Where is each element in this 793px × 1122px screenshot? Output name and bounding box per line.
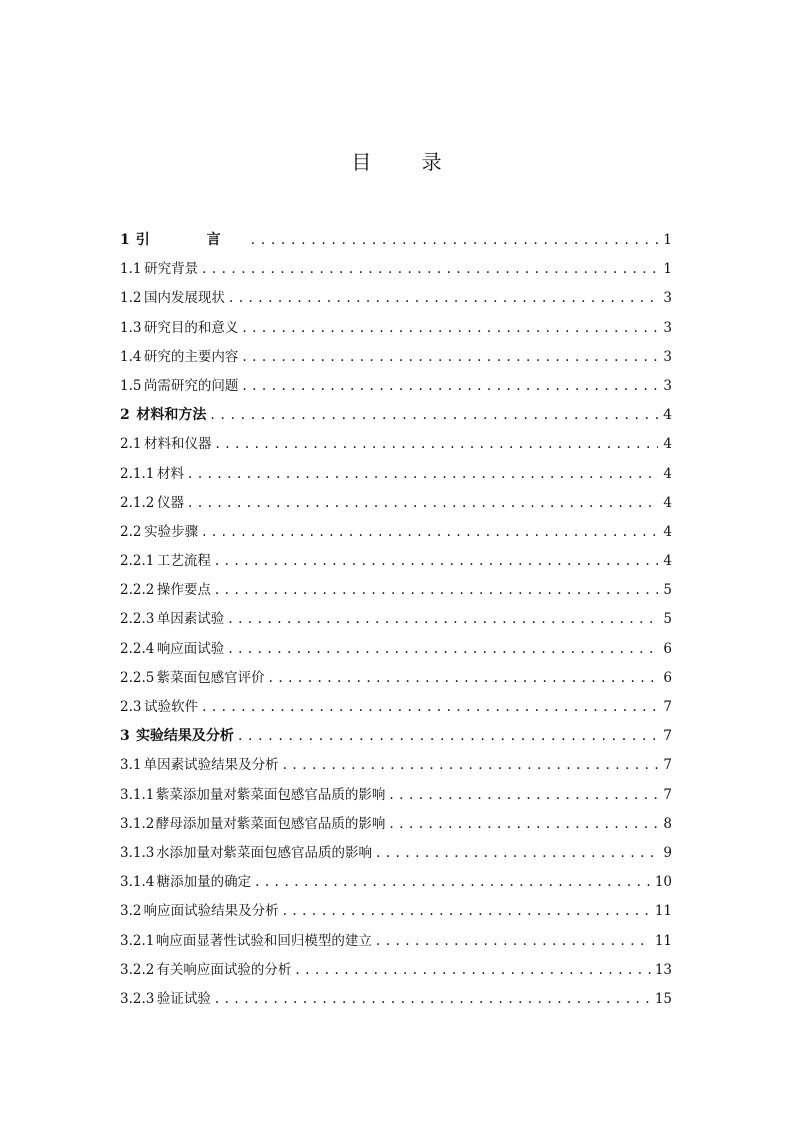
toc-entry-page-number: 4 [663,494,672,511]
table-of-contents [120,226,672,1014]
toc-entry-number: 3.2 [120,903,142,920]
toc-entry[interactable] [120,314,672,343]
toc-entry-label: 尚需研究的问题 [143,377,239,394]
dot-leader [202,693,658,722]
toc-entry-page-number: 13 [654,961,672,978]
toc-entry-number: 1.3 [120,319,142,336]
toc-entry[interactable] [120,839,672,868]
toc-entry-page-number: 4 [663,436,672,453]
toc-entry[interactable] [120,751,672,780]
toc-entry[interactable] [120,605,672,634]
toc-entry[interactable] [120,489,672,518]
toc-entry-number: 2.2.2 [120,582,155,599]
toc-entry-number: 3.1.1 [120,786,155,803]
toc-entry[interactable] [120,401,672,430]
toc-entry-number: 2.2.4 [120,640,155,657]
toc-entry-page-number: 10 [654,874,672,891]
toc-entry-number: 1.2 [120,290,142,307]
toc-entry-label: 材料和仪器 [144,436,212,453]
toc-entry-number: 2.2.5 [120,669,155,686]
toc-entry-label: 有关响应面试验的分析 [156,961,292,978]
toc-entry-label: 操作要点 [156,582,211,599]
toc-entry[interactable] [120,284,672,313]
toc-entry-number: 2.2.1 [120,553,155,570]
toc-entry-page-number: 4 [663,465,672,482]
toc-entry-page-number: 7 [663,699,672,715]
toc-entry-page-number: 4 [663,407,672,424]
toc-entry-label: 研究目的和意义 [143,319,239,336]
dot-leader [215,576,658,605]
dot-leader [283,897,651,926]
dot-leader [283,751,658,780]
toc-entry-page-number: 8 [663,815,672,832]
toc-entry-number: 1 [120,232,130,248]
toc-entry-label: 仪器 [157,494,185,511]
toc-entry[interactable] [120,956,672,985]
toc-entry[interactable] [120,460,672,489]
toc-entry[interactable] [120,430,672,459]
toc-entry-number: 3.2.3 [120,990,155,1007]
toc-entry-number: 1.4 [120,348,142,365]
toc-entry-label: 材料和方法 [136,407,207,424]
toc-entry[interactable] [120,547,672,576]
toc-entry[interactable] [120,576,672,605]
dot-leader [215,985,651,1014]
dot-leader [228,605,658,634]
dot-leader [376,839,658,868]
toc-entry[interactable] [120,927,672,956]
toc-entry-page-number: 4 [663,523,672,540]
toc-entry-page-number: 1 [663,261,672,278]
toc-entry-page-number: 11 [654,932,672,949]
toc-entry[interactable] [120,226,672,255]
toc-entry[interactable] [120,985,672,1014]
toc-entry-number: 2 [120,407,130,424]
toc-entry-label: 紫菜添加量对紫菜面包感官品质的影响 [155,786,386,803]
toc-entry-label: 引 言 [135,232,247,248]
toc-entry[interactable] [120,897,672,926]
dot-leader [251,226,658,255]
toc-entry-label: 工艺流程 [156,553,211,570]
dot-leader [389,810,658,839]
toc-entry-label: 单因素试验 [156,611,225,628]
toc-entry-number: 1.5 [120,377,142,394]
toc-entry-number: 2.3 [120,699,142,715]
toc-entry-label: 验证试验 [156,990,211,1007]
toc-entry-number: 3.2.2 [120,961,155,978]
toc-entry-number: 2.1.1 [120,465,155,482]
toc-entry-number: 3.1.4 [120,874,155,891]
toc-entry-label: 响应面试验结果及分析 [143,903,279,920]
toc-entry[interactable] [120,664,672,693]
toc-entry-page-number: 7 [663,786,672,803]
dot-leader [295,956,650,985]
toc-entry-page-number: 1 [663,232,672,248]
dot-leader [228,635,658,664]
toc-entry-page-number: 6 [663,669,672,686]
toc-entry-number: 3.1.2 [120,815,155,832]
dot-leader [188,489,658,518]
toc-entry[interactable] [120,372,672,401]
toc-entry-page-number: 7 [663,728,672,745]
toc-entry-label: 单因素试验结果及分析 [143,757,279,774]
toc-entry[interactable] [120,781,672,810]
dot-leader [188,460,658,489]
dot-leader [216,430,658,459]
toc-entry-label: 糖添加量的确定 [156,874,252,891]
toc-entry-number: 3.2.1 [120,932,155,949]
toc-entry-label: 研究背景 [144,261,199,278]
toc-entry-page-number: 4 [663,553,672,570]
toc-entry-label: 水添加量对紫菜面包感官品质的影响 [155,844,372,861]
toc-entry-label: 酵母添加量对紫菜面包感官品质的影响 [155,815,386,832]
toc-entry-label: 国内发展现状 [143,290,225,307]
dot-leader [215,547,658,576]
toc-entry-page-number: 3 [663,290,672,307]
toc-entry[interactable] [120,722,672,751]
dot-leader [242,314,658,343]
toc-entry-number: 2.1.2 [120,494,155,511]
toc-entry-page-number: 5 [663,582,672,599]
toc-entry-label: 材料 [157,465,185,482]
toc-entry-label: 试验软件 [144,699,199,715]
toc-entry[interactable] [120,868,672,897]
toc-entry[interactable] [120,255,672,284]
dot-leader [389,781,658,810]
toc-entry-label: 实验步骤 [144,523,199,540]
toc-entry-page-number: 3 [663,377,672,394]
toc-entry-label: 紫菜面包感官评价 [156,669,265,686]
dot-leader [269,664,658,693]
dot-leader [238,722,658,751]
dot-leader [242,343,658,372]
toc-entry-page-number: 3 [663,319,672,336]
dot-leader [229,284,658,313]
toc-entry-label: 实验结果及分析 [135,728,234,745]
dot-leader [255,868,651,897]
dot-leader [202,255,658,284]
toc-entry[interactable] [120,810,672,839]
toc-entry-number: 3.1 [120,757,142,774]
toc-entry-page-number: 9 [663,844,672,861]
toc-entry-number: 2.2 [120,523,142,540]
toc-entry-number: 3.1.3 [120,844,155,861]
toc-entry-page-number: 11 [654,903,672,920]
dot-leader [242,372,658,401]
toc-title: 目 录 [351,150,464,174]
toc-entry-label: 响应面试验 [156,640,225,657]
toc-entry-number: 1.1 [120,261,142,278]
dot-leader [210,401,658,430]
dot-leader [202,518,658,547]
toc-entry-number: 2.2.3 [120,611,155,628]
toc-entry[interactable] [120,518,672,547]
toc-entry[interactable] [120,343,672,372]
dot-leader [376,927,651,956]
toc-entry-page-number: 6 [663,640,672,657]
toc-entry-page-number: 7 [663,757,672,774]
toc-entry[interactable] [120,635,672,664]
toc-entry-number: 2.1 [120,436,142,453]
toc-entry-label: 研究的主要内容 [143,348,239,365]
toc-entry-page-number: 5 [663,611,672,628]
toc-entry[interactable] [120,693,672,722]
toc-entry-number: 3 [120,728,130,745]
toc-entry-page-number: 15 [654,990,672,1007]
toc-entry-label: 响应面显著性试验和回归模型的建立 [155,932,372,949]
toc-entry-page-number: 3 [663,348,672,365]
